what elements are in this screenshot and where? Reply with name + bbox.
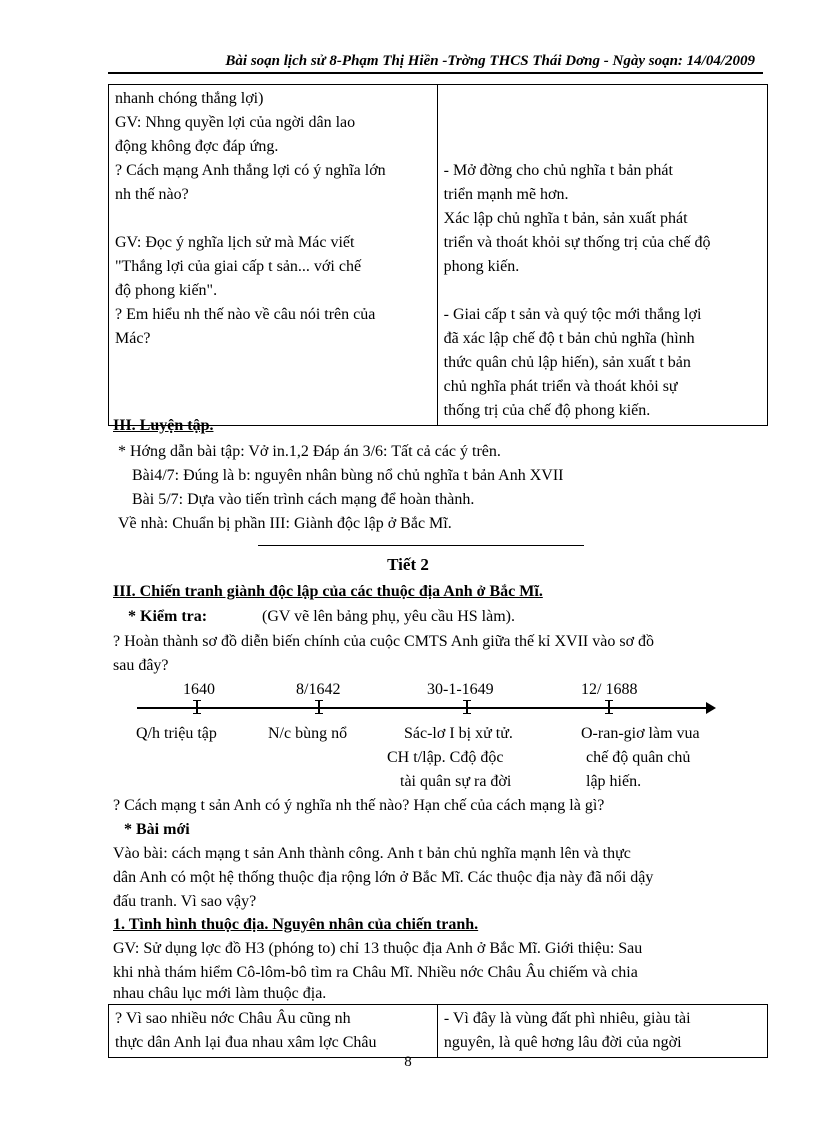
t1-left-line: nhanh chóng thắng lợi) [115, 90, 264, 107]
t1-left-line: ? Em hiểu nh thế nào về câu nói trên của [115, 306, 376, 323]
timeline-date: 30-1-1649 [427, 681, 494, 698]
intro-line: Vào bài: cách mạng t sản Anh thành công. Anh t bản chủ nghĩa mạnh lên và thực [113, 845, 631, 862]
timeline-event: tài quân sự ra đời [400, 773, 512, 790]
timeline-tick [466, 700, 468, 714]
practice-line: * Hớng dẫn bài tập: Vở in.1,2 Đáp án 3/6: Tất cả các ý trên. [118, 443, 501, 460]
t1-left-line: GV: Đọc ý nghĩa lịch sử mà Mác viết [115, 234, 355, 251]
qa-table-2 [108, 1004, 768, 1058]
t1-left-line: "Thắng lợi của giai cấp t sản... với chế [115, 258, 362, 275]
t2-left-line: thực dân Anh lại đua nhau xâm lợc Châu [115, 1034, 377, 1051]
t1-left-line: ? Cách mạng Anh thắng lợi có ý nghĩa lớn [115, 162, 386, 179]
t1-right-line: - Mở đờng cho chủ nghĩa t bản phát [443, 162, 673, 179]
question-line: ? Cách mạng t sản Anh có ý nghĩa nh thế nào? Hạn chế của cách mạng là gì? [113, 797, 605, 814]
practice-line: Bài4/7: Đúng là b: nguyên nhân bùng nổ chủ nghĩa t bản Anh XVII [132, 467, 564, 484]
intro-line: dân Anh có một hệ thống thuộc địa rộng lớn ở Bắc Mĩ. Các thuộc địa này đã nổi dậy [113, 869, 654, 886]
gv-line: GV: Sử dụng lợc đồ H3 (phóng to) chỉ 13 thuộc địa Anh ở Bắc Mĩ. Giới thiệu: Sau [113, 940, 643, 957]
practice-line: Bài 5/7: Dựa vào tiến trình cách mạng để hoàn thành. [132, 491, 475, 508]
timeline-arrowhead [706, 702, 716, 714]
timeline-tick [196, 700, 198, 714]
t1-right-line: phong kiến. [443, 258, 520, 275]
t1-right-line: triển và thoát khỏi sự thống trị của chế độ [443, 234, 711, 251]
gv-line: khi nhà thám hiểm Cô-lôm-bô tìm ra Châu Mĩ. Nhiều nớc Châu Âu chiếm và chia [113, 964, 638, 981]
qa-table-1 [108, 84, 768, 426]
page-number: 8 [404, 1054, 412, 1070]
timeline-event: N/c bùng nổ [268, 725, 348, 742]
timeline-event: O-ran-giơ làm vua [581, 725, 700, 742]
t2-right-line: - Vì đây là vùng đất phì nhiêu, giàu tài [443, 1010, 691, 1027]
qa-table-2-right-cell [437, 1005, 767, 1058]
section-divider [258, 545, 584, 546]
qa-table-1-right-cell [437, 85, 767, 426]
t1-left-line: Mác? [115, 330, 151, 347]
timeline-axis [137, 707, 711, 709]
question-line: sau đây? [113, 657, 169, 674]
page-header [108, 50, 763, 74]
t1-right-line: thống trị của chế độ phong kiến. [443, 402, 651, 419]
lesson-title: Tiết 2 [387, 555, 429, 574]
timeline-tick [318, 700, 320, 714]
gv-line: nhau châu lục mới làm thuộc địa. [113, 985, 327, 1002]
timeline-date: 12/ 1688 [581, 681, 638, 698]
t1-left-line: nh thế nào? [115, 186, 189, 203]
timeline-event: Q/h triệu tập [136, 725, 217, 742]
new-lesson-label: * Bài mới [124, 821, 190, 838]
timeline-event: CH t/lập. Cđộ độc [387, 749, 504, 766]
t1-right-line: thức quân chủ lập hiến), sản xuất t bản [443, 354, 691, 371]
t1-left-line: động không đợc đáp ứng. [115, 138, 279, 155]
t2-right-line: nguyên, là quê hơng lâu đời của ngời [443, 1034, 682, 1051]
t2-left-line: ? Vì sao nhiều nớc Châu Âu cũng nh [115, 1010, 351, 1027]
practice-heading: III. Luyện tập. [113, 417, 214, 434]
t1-right-line: triển mạnh mẽ hơn. [443, 186, 569, 203]
check-text: (GV vẽ lên bảng phụ, yêu cầu HS làm). [262, 608, 515, 625]
t1-right-line: Xác lập chủ nghĩa t bản, sản xuất phát [443, 210, 688, 227]
t1-right-line: - Giai cấp t sản và quý tộc mới thắng lợi [443, 306, 702, 323]
check-label: * Kiểm tra: [128, 608, 208, 625]
qa-table-1-left-cell [109, 85, 438, 426]
header-text: Bài soạn lịch sử 8-Phạm Thị Hiền -Trờng THCS Thái Dơng - Ngày soạn: 14/04/2009 [225, 53, 755, 69]
question-line: ? Hoàn thành sơ đồ diễn biến chính của cuộc CMTS Anh giữa thế kỉ XVII vào sơ đồ [113, 633, 655, 650]
intro-line: đấu tranh. Vì sao vậy? [113, 893, 257, 910]
t1-left-line: GV: Nhng quyền lợi của ngời dân lao [115, 114, 356, 131]
timeline-event: lập hiến. [586, 773, 642, 790]
timeline-date: 8/1642 [296, 681, 341, 698]
timeline-date: 1640 [183, 681, 215, 698]
homework-line: Về nhà: Chuẩn bị phần III: Giành độc lập ở Bắc Mĩ. [118, 515, 452, 532]
t1-left-line: độ phong kiến". [115, 282, 218, 299]
qa-table-2-left-cell [109, 1005, 438, 1058]
timeline-event: chế độ quân chủ [586, 749, 691, 766]
section-heading: 1. Tình hình thuộc địa. Nguyên nhân của chiến tranh. [113, 916, 479, 933]
timeline-tick [608, 700, 610, 714]
t1-right-line: đã xác lập chế độ t bản chủ nghĩa (hình [443, 330, 695, 347]
t1-right-line: chủ nghĩa phát triển và thoát khỏi sự [443, 378, 678, 395]
section-heading: III. Chiến tranh giành độc lập của các thuộc địa Anh ở Bắc Mĩ. [113, 583, 543, 600]
timeline-event: Sác-lơ I bị xử tử. [404, 725, 513, 742]
